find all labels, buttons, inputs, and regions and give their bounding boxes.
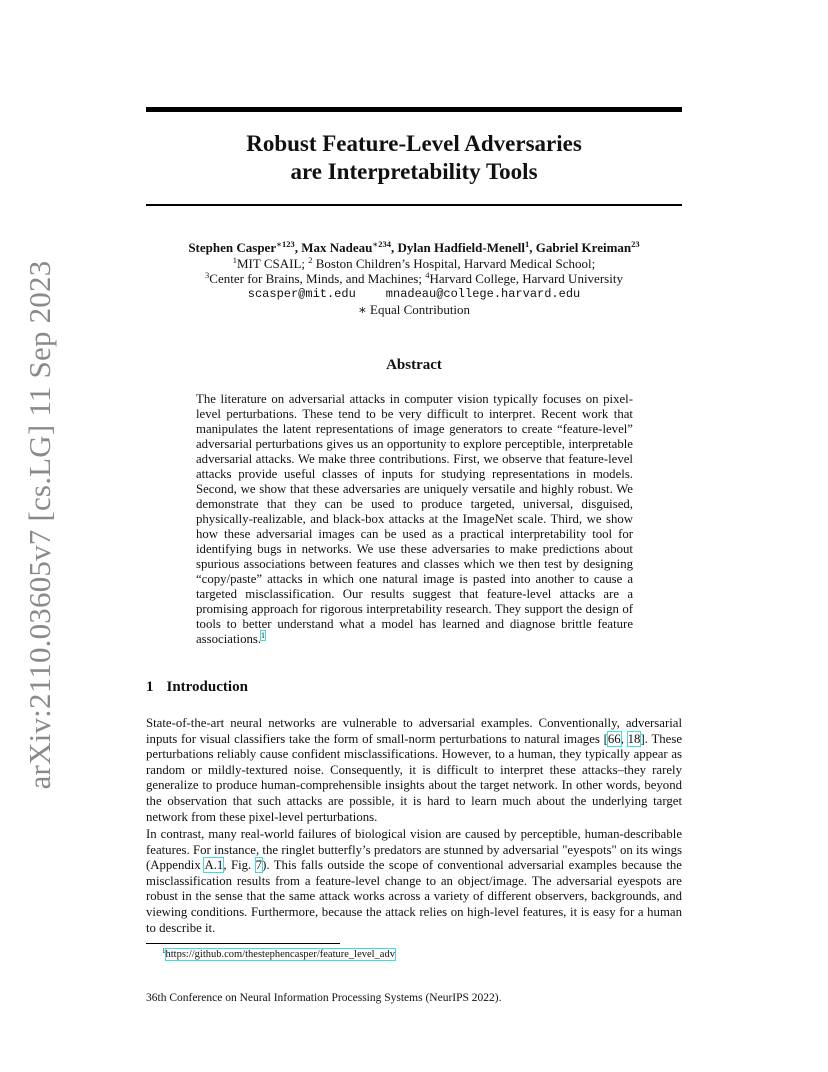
affiliation-text: MIT CSAIL; [237, 255, 306, 271]
footnote-link-1[interactable]: 1 [261, 631, 266, 640]
footnote-url-link[interactable]: https://github.com/thestephencasper/feature_level_adv [165, 949, 395, 960]
section-number: 1 [146, 679, 154, 695]
author-2-affil: ∗234 [372, 239, 391, 249]
section-title: Introduction [166, 679, 248, 695]
footnote-rule [146, 943, 340, 944]
author-3-affil: 1 [524, 239, 530, 249]
paragraph-text: In contrast, many real-world failures of biological vision are caused by perceptible, human-describable features. For instance, the ringlet butterfly’s predators are stunned by adversarial "eyespots" on its wings (Appendix [146, 827, 682, 873]
author-4: Gabriel Kreiman [535, 240, 632, 255]
paper-title [146, 130, 682, 186]
paragraph-text: ). This falls outside the scope of conventional adversarial examples because the misclassification results from a feature-level change to an object/image. The adversarial eyespots are robust in the sense that the same attack works across a variety of different observers, backgrounds, and viewing conditions. Furthermore, because the attack relies on high-level features, it is easy for a human to describe it. [146, 858, 682, 935]
author-3: Dylan Hadfield-Menell [397, 240, 525, 255]
affiliation-line-1 [146, 256, 682, 272]
author-block [146, 240, 682, 318]
affiliation-text: Boston Children’s Hospital, Harvard Medical School; [315, 255, 596, 271]
title-rule-top [146, 107, 682, 112]
author-emails [146, 287, 682, 303]
equal-contribution-note: ∗ Equal Contribution [357, 302, 471, 317]
paragraph-text: ]. These perturbations reliably cause confident misclassifications. However, to a human, they typically appear as random or mildly-textured noise. Consequently, it is difficult to interpret these attacks–they rarely generalize to produce human-comprehensible insights about the target network. In other words, beyond the observation that such attacks are possible, it is hard to learn much about the underlying target network from these pixel-level perturbations. [146, 731, 683, 824]
author-4-affil: 23 [631, 239, 640, 249]
arxiv-identifier-stamp: arXiv:2110.03605v7 [cs.LG] 11 Sep 2023 [22, 260, 57, 790]
intro-paragraph-1 [146, 716, 682, 825]
author-2: Max Nadeau [301, 240, 373, 255]
title-line-1: Robust Feature-Level Adversaries [246, 131, 582, 156]
affil-mark: 2 [308, 254, 313, 265]
abstract-text: The literature on adversarial attacks in computer vision typically focuses on pixel-level perturbations. These tend to be very difficult to interpret. Recent work that manipulates the latent representations of image generators to create “feature-level” adversarial perturbations gives us an opportunity to explore perceptible, interpretable adversarial attacks. We make three contributions. First, we observe that feature-level attacks provide useful classes of inputs for studying representations in models. Second, we show that these adversaries are uniquely versatile and highly robust. We demonstrate that they can be used to produce targeted, universal, disguised, physically-realizable, and black-box attacks at the ImageNet scale. Third, we show how these adversarial images can be used as a practical interpretability tool for identifying bugs in networks. We use these adversaries to make predictions about spurious associations between features and classes which we then test by designing “copy/paste” attacks in which one natural image is pasted into another to cause a targeted misclassification. Our results suggest that feature-level attacks are a promising approach for rigorous interpretability research. They support the design of tools to better understand what a model has learned and diagnose brittle feature associations. [196, 392, 633, 646]
appendix-link-a1[interactable]: A.1 [204, 858, 224, 873]
citation-link-18[interactable]: 18 [627, 731, 641, 746]
citation-link-66[interactable]: 66 [607, 731, 621, 746]
author-1-affil: ∗123 [276, 239, 295, 249]
affil-mark: 4 [425, 270, 430, 280]
email-1: scasper@mit.edu [247, 286, 356, 301]
affiliation-line-2 [146, 271, 682, 287]
title-rule-bottom [146, 204, 682, 206]
affiliation-text: Harvard College, Harvard University [429, 271, 623, 286]
affil-mark: 1 [232, 254, 237, 265]
email-2: mnadeau@college.harvard.edu [385, 286, 581, 301]
abstract-heading: Abstract [386, 357, 442, 373]
title-line-2: are Interpretability Tools [290, 159, 538, 184]
figure-link-7[interactable]: 7 [255, 858, 263, 873]
intro-paragraph-2 [146, 827, 682, 936]
footnote-mark: 1 [162, 947, 166, 955]
affiliation-text: Center for Brains, Minds, and Machines; [209, 271, 422, 286]
paragraph-text: State-of-the-art neural networks are vulnerable to adversarial examples. Conventionally, adversarial inputs for visual classifiers take the form of small-norm perturbations to natural images [ [146, 716, 682, 746]
author-1: Stephen Casper [188, 240, 277, 255]
affil-mark: 3 [205, 270, 210, 280]
abstract-body [196, 392, 633, 647]
venue-notice: 36th Conference on Neural Information Processing Systems (NeurIPS 2022). [146, 992, 502, 1004]
paragraph-text: , Fig. [223, 858, 256, 873]
paragraph-text: , [620, 731, 628, 746]
footnote-1 [162, 949, 395, 960]
section-heading-introduction [146, 679, 248, 696]
author-names: Stephen Casper$^{∗123}$, Max Nadeau$^{∗234}$, Dylan Hadfield-Menell$^1$, Gabriel Kreiman$^{23}$ [188, 239, 640, 255]
